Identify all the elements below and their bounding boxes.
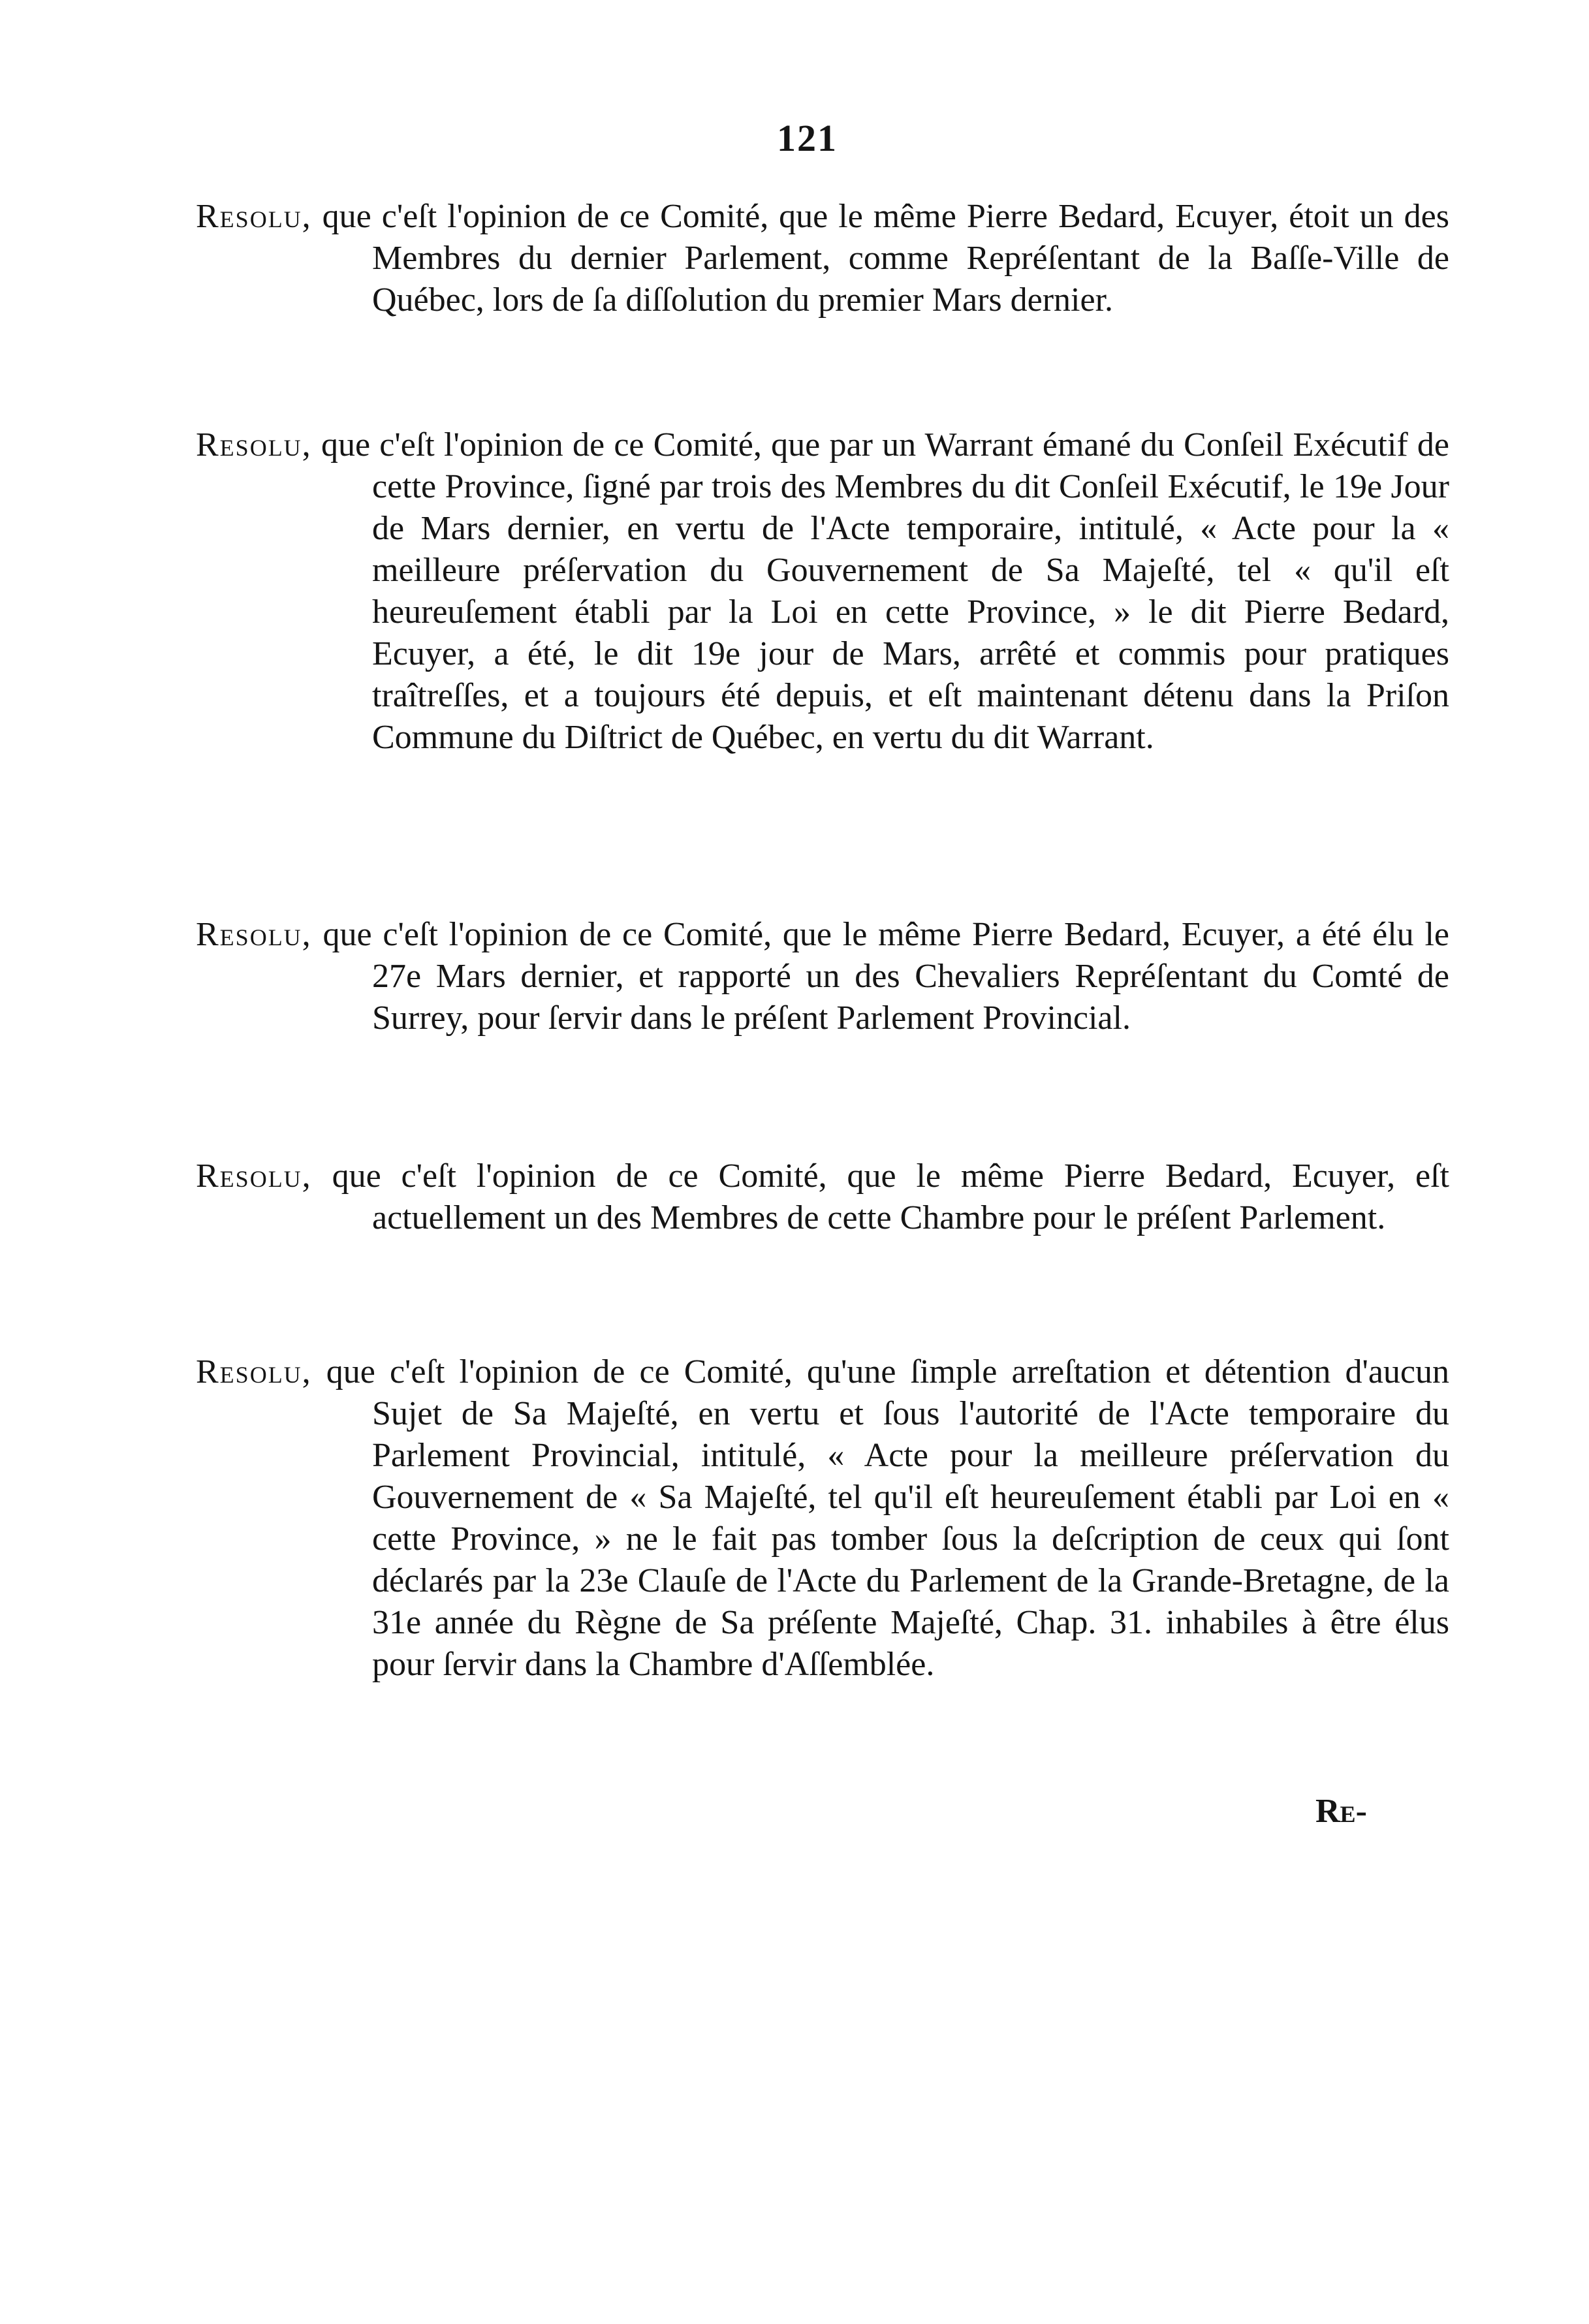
resolution-paragraph (196, 1351, 1449, 1686)
resolution-paragraph (196, 196, 1449, 321)
resolution-keyword: Resolu, (196, 198, 312, 235)
resolution-paragraph (196, 424, 1449, 759)
resolution-3 (196, 914, 1449, 1039)
resolution-text: que c'eſt l'opinion de ce Comité, que le même Pierre Bedard, Ecuyer, eſt actuellement un des Membres de cette Chambre pour le préſent Parlement. (311, 1157, 1449, 1236)
resolution-4 (196, 1155, 1449, 1239)
resolution-text: que c'eſt l'opinion de ce Comité, que le même Pierre Bedard, Ecuyer, a été élu le 27e Mars dernier, et rapporté un des Chevaliers Repréſentant du Comté de Surrey, pour ſervir dans le préſent Parlement Provincial. (311, 916, 1449, 1037)
resolution-text: que c'eſt l'opinion de ce Comité, que par un Warrant émané du Conſeil Exécutif de cette Province, ſigné par trois des Membres du dit Conſeil Exécutif, le 19e Jour de Mars dernier, en vertu de l'Acte temporaire, intitulé, « Acte pour la « meilleure préſervation du Gouvernement de Sa Majeſté, tel « qu'il eſt heureuſement établi par la Loi en cette Province, » le dit Pierre Bedard, Ecuyer, a été, le dit 19e jour de Mars, arrêté et commis pour pratiques traîtreſſes, et a toujours été depuis, et eſt maintenant détenu dans la Priſon Commune du Diſtrict de Québec, en vertu du dit Warrant. (311, 426, 1449, 756)
resolution-keyword: Resolu, (196, 1353, 312, 1390)
resolution-keyword: Resolu, (196, 916, 312, 953)
catchword: Re- (1315, 1793, 1367, 1830)
resolution-paragraph (196, 1155, 1449, 1239)
resolution-1 (196, 196, 1449, 321)
page-number: 121 (777, 117, 838, 159)
resolution-keyword: Resolu, (196, 1157, 312, 1195)
resolution-keyword: Resolu, (196, 426, 312, 463)
resolution-text: que c'eſt l'opinion de ce Comité, que le même Pierre Bedard, Ecuyer, étoit un des Membres du dernier Parlement, comme Repréſentant de la Baſſe-Ville de Québec, lors de ſa diſſolution du premier Mars dernier. (311, 198, 1449, 319)
resolution-text: que c'eſt l'opinion de ce Comité, qu'une ſimple arreſtation et détention d'aucun Sujet de Sa Majeſté, en vertu et ſous l'autorité de l'Acte temporaire du Parlement Provincial, intitulé, « Acte pour la meilleure préſervation du Gouvernement de « Sa Majeſté, tel qu'il eſt heureuſement établi par Loi en « cette Province, » ne le fait pas tomber ſous la deſcription de ceux qui ſont déclarés par la 23e Clauſe de l'Acte du Parlement de la Grande-Bretagne, de la 31e année du Règne de Sa préſente Majeſté, Chap. 31. inhabiles à être élus pour ſervir dans la Chambre d'Aſſemblée. (311, 1353, 1449, 1683)
resolution-2 (196, 424, 1449, 759)
resolution-paragraph (196, 914, 1449, 1039)
resolution-5 (196, 1351, 1449, 1686)
